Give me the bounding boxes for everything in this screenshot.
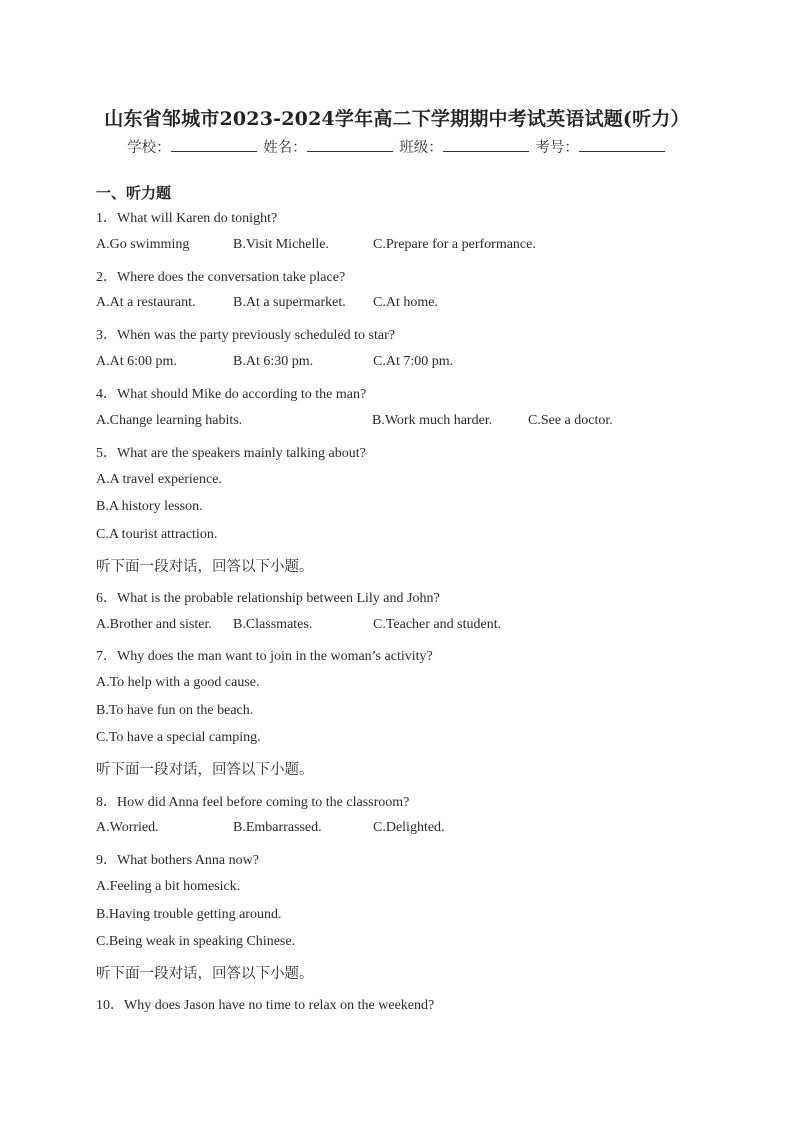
dialogue-instruction-3: 听下面一段对话，回答以下小题。	[96, 966, 314, 982]
q7-option-a: A.To help with a good cause.	[96, 675, 260, 690]
name-label: 姓名：	[263, 140, 307, 156]
q5-option-a: A.A travel experience.	[96, 472, 222, 487]
q2-option-b: B.At a supermarket.	[233, 295, 346, 310]
question-10: 10．Why does Jason have no time to relax on the weekend?	[96, 998, 435, 1013]
q7-option-c: C.To have a special camping.	[96, 730, 261, 745]
q8-option-a: A.Worried.	[96, 820, 159, 835]
q9-option-c: C.Being weak in speaking Chinese.	[96, 934, 296, 949]
question-6: 6．What is the probable relationship between Lily and John?	[96, 591, 440, 606]
school-blank[interactable]	[171, 137, 257, 152]
dialogue-instruction-2: 听下面一段对话，回答以下小题。	[96, 762, 314, 778]
q3-option-c: C.At 7:00 pm.	[373, 354, 454, 369]
q1-option-c: C.Prepare for a performance.	[373, 237, 536, 252]
q8-option-b: B.Embarrassed.	[233, 820, 322, 835]
q2-option-c: C.At home.	[373, 295, 438, 310]
question-3: 3．When was the party previously scheduled to star?	[96, 328, 395, 343]
q6-option-b: B.Classmates.	[233, 617, 313, 632]
dialogue-instruction-1: 听下面一段对话，回答以下小题。	[96, 559, 314, 575]
q9-option-a: A.Feeling a bit homesick.	[96, 879, 241, 894]
question-2: 2．Where does the conversation take place?	[96, 270, 346, 285]
q7-option-b: B.To have fun on the beach.	[96, 703, 254, 718]
class-blank[interactable]	[443, 137, 529, 152]
question-4: 4．What should Mike do according to the man?	[96, 387, 367, 402]
page-title: 山东省邹城市2023-2024学年高二下学期期中考试英语试题(听力）	[104, 108, 690, 130]
q4-option-c: C.See a doctor.	[528, 413, 613, 428]
q9-option-b: B.Having trouble getting around.	[96, 907, 282, 922]
q3-option-b: B.At 6:30 pm.	[233, 354, 314, 369]
q5-option-c: C.A tourist attraction.	[96, 527, 218, 542]
q6-option-c: C.Teacher and student.	[373, 617, 502, 632]
class-label: 班级：	[399, 140, 443, 156]
question-7: 7．Why does the man want to join in the woman’s activity?	[96, 649, 433, 664]
q3-option-a: A.At 6:00 pm.	[96, 354, 177, 369]
q8-option-c: C.Delighted.	[373, 820, 445, 835]
q1-option-b: B.Visit Michelle.	[233, 237, 329, 252]
section-heading: 一、听力题	[96, 184, 172, 202]
question-9: 9．What bothers Anna now?	[96, 853, 259, 868]
q5-option-b: B.A history lesson.	[96, 499, 203, 514]
name-blank[interactable]	[307, 137, 393, 152]
question-5: 5．What are the speakers mainly talking about?	[96, 446, 366, 461]
q4-option-b: B.Work much harder.	[372, 413, 493, 428]
school-label: 学校：	[127, 140, 171, 156]
question-1: 1．What will Karen do tonight?	[96, 211, 278, 226]
q1-option-a: A.Go swimming	[96, 237, 190, 252]
q6-option-a: A.Brother and sister.	[96, 617, 212, 632]
number-blank[interactable]	[579, 137, 665, 152]
number-label: 考号：	[535, 140, 579, 156]
question-8: 8．How did Anna feel before coming to the classroom?	[96, 795, 410, 810]
student-info-line	[0, 136, 794, 157]
q4-option-a: A.Change learning habits.	[96, 413, 243, 428]
q2-option-a: A.At a restaurant.	[96, 295, 196, 310]
